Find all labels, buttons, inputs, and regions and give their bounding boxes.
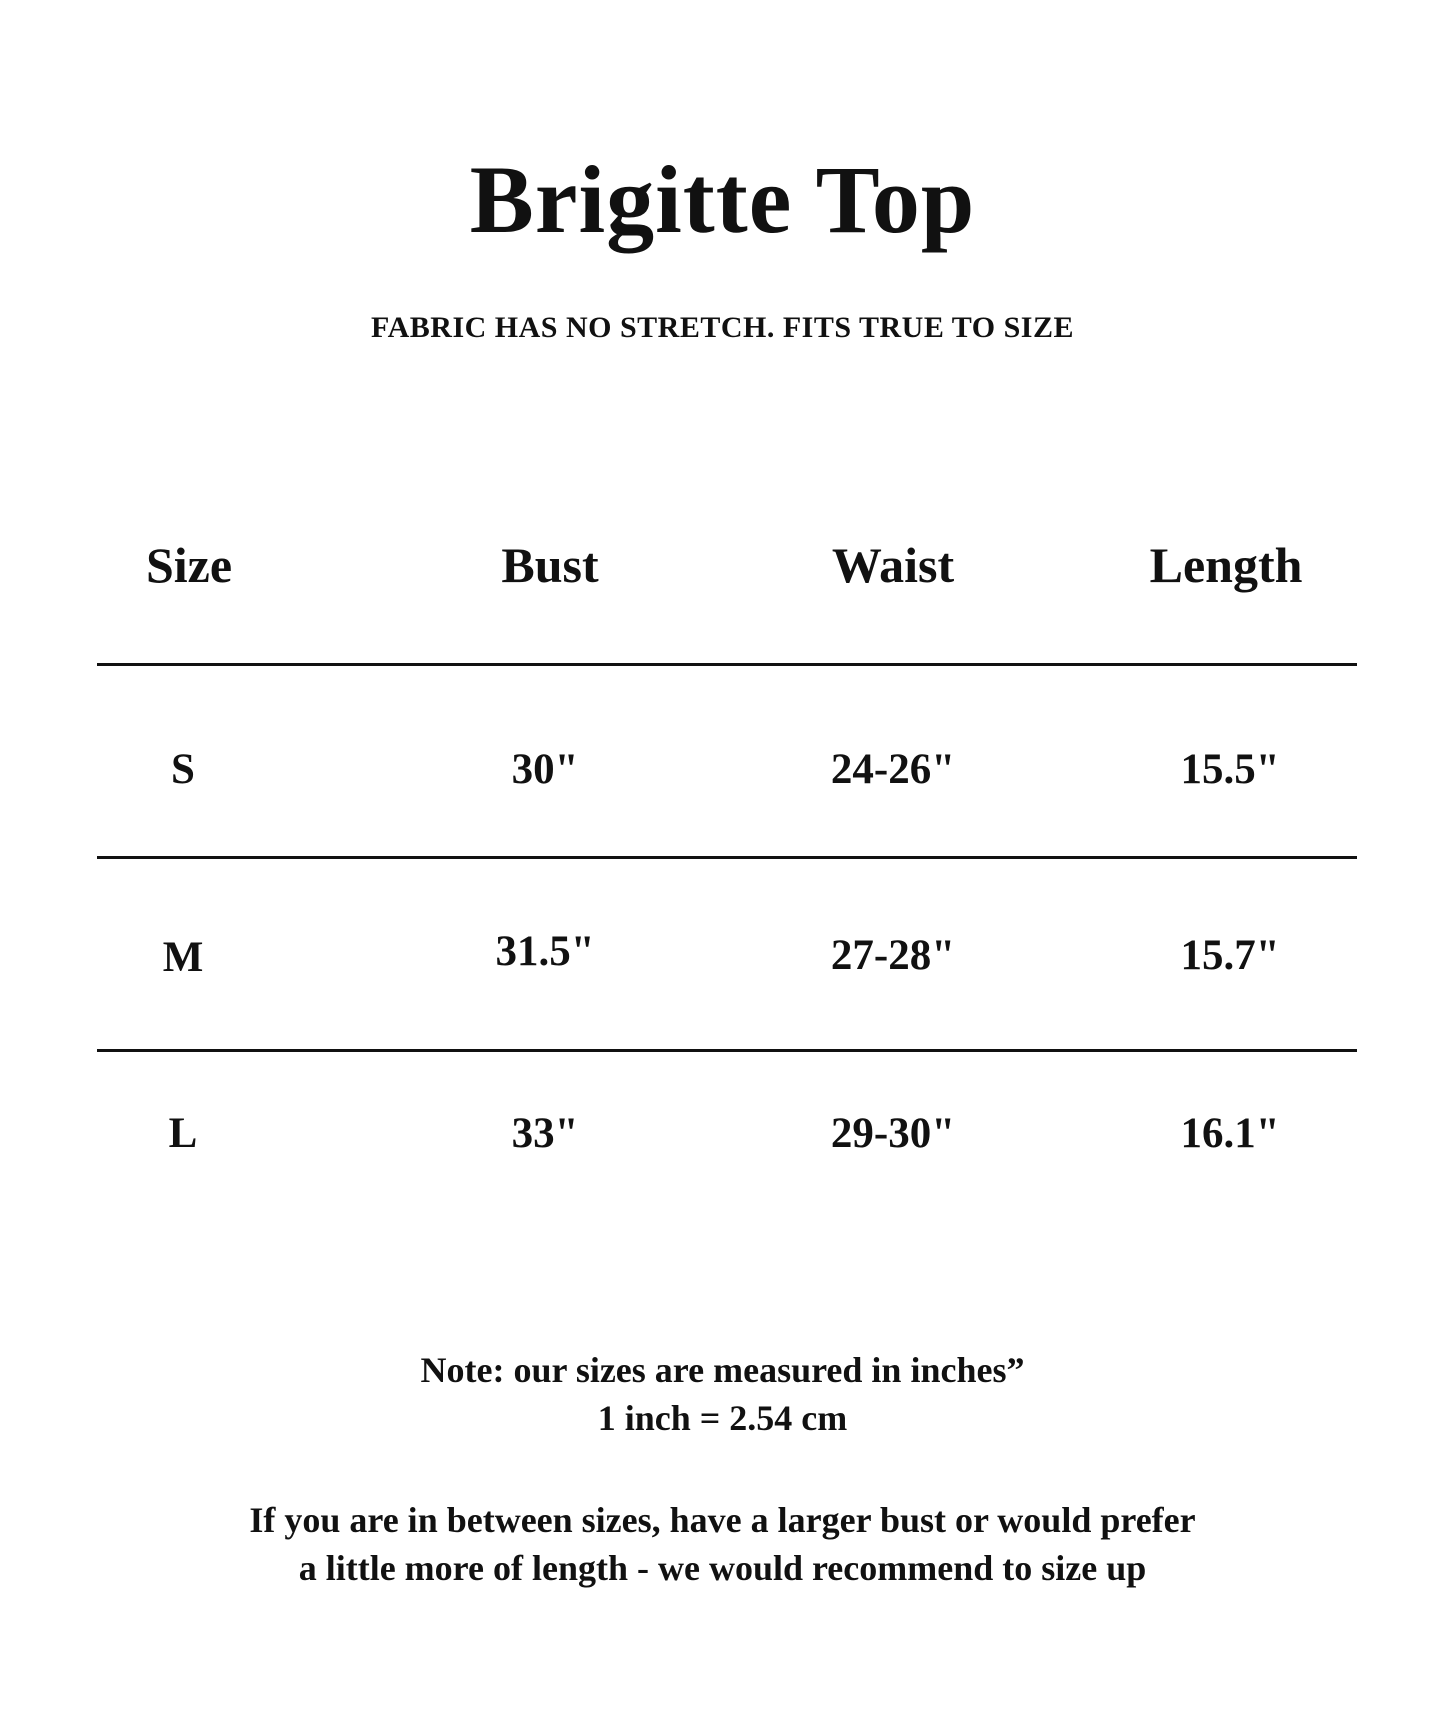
header-waist: Waist: [831, 537, 955, 593]
header-length: Length: [1149, 537, 1303, 593]
sizing-advice-line-2: a little more of length - we would recommend to size up: [298, 1548, 1147, 1588]
cell-bust: 33": [511, 1110, 579, 1157]
cell-length: 15.7": [1180, 932, 1280, 979]
cell-bust: 31.5": [495, 928, 595, 975]
measurement-note: Note: our sizes are measured in inches”: [420, 1350, 1025, 1390]
size-table-header: [0, 530, 1445, 600]
cell-length: 16.1": [1180, 1110, 1280, 1157]
header-bust: Bust: [501, 537, 599, 593]
cell-size: L: [168, 1110, 198, 1157]
cell-length: 15.5": [1180, 746, 1280, 793]
cell-size: M: [162, 934, 204, 981]
table-row: [0, 922, 1445, 982]
row-divider: [97, 856, 1357, 859]
cell-waist: 27-28": [830, 932, 956, 979]
sizing-advice-line-1: If you are in between sizes, have a larger bust or would prefer: [249, 1500, 1196, 1540]
header-divider: [97, 663, 1357, 666]
cell-waist: 24-26": [830, 746, 956, 793]
table-row: [0, 740, 1445, 800]
cell-waist: 29-30": [830, 1110, 956, 1157]
conversion-note: 1 inch = 2.54 cm: [597, 1398, 848, 1438]
cell-bust: 30": [511, 746, 579, 793]
row-divider: [97, 1049, 1357, 1052]
page-title: Brigitte Top: [469, 146, 976, 253]
fit-note: FABRIC HAS NO STRETCH. FITS TRUE TO SIZE: [371, 311, 1074, 344]
table-row: [0, 1104, 1445, 1164]
cell-size: S: [171, 746, 195, 793]
header-size: Size: [145, 537, 233, 593]
